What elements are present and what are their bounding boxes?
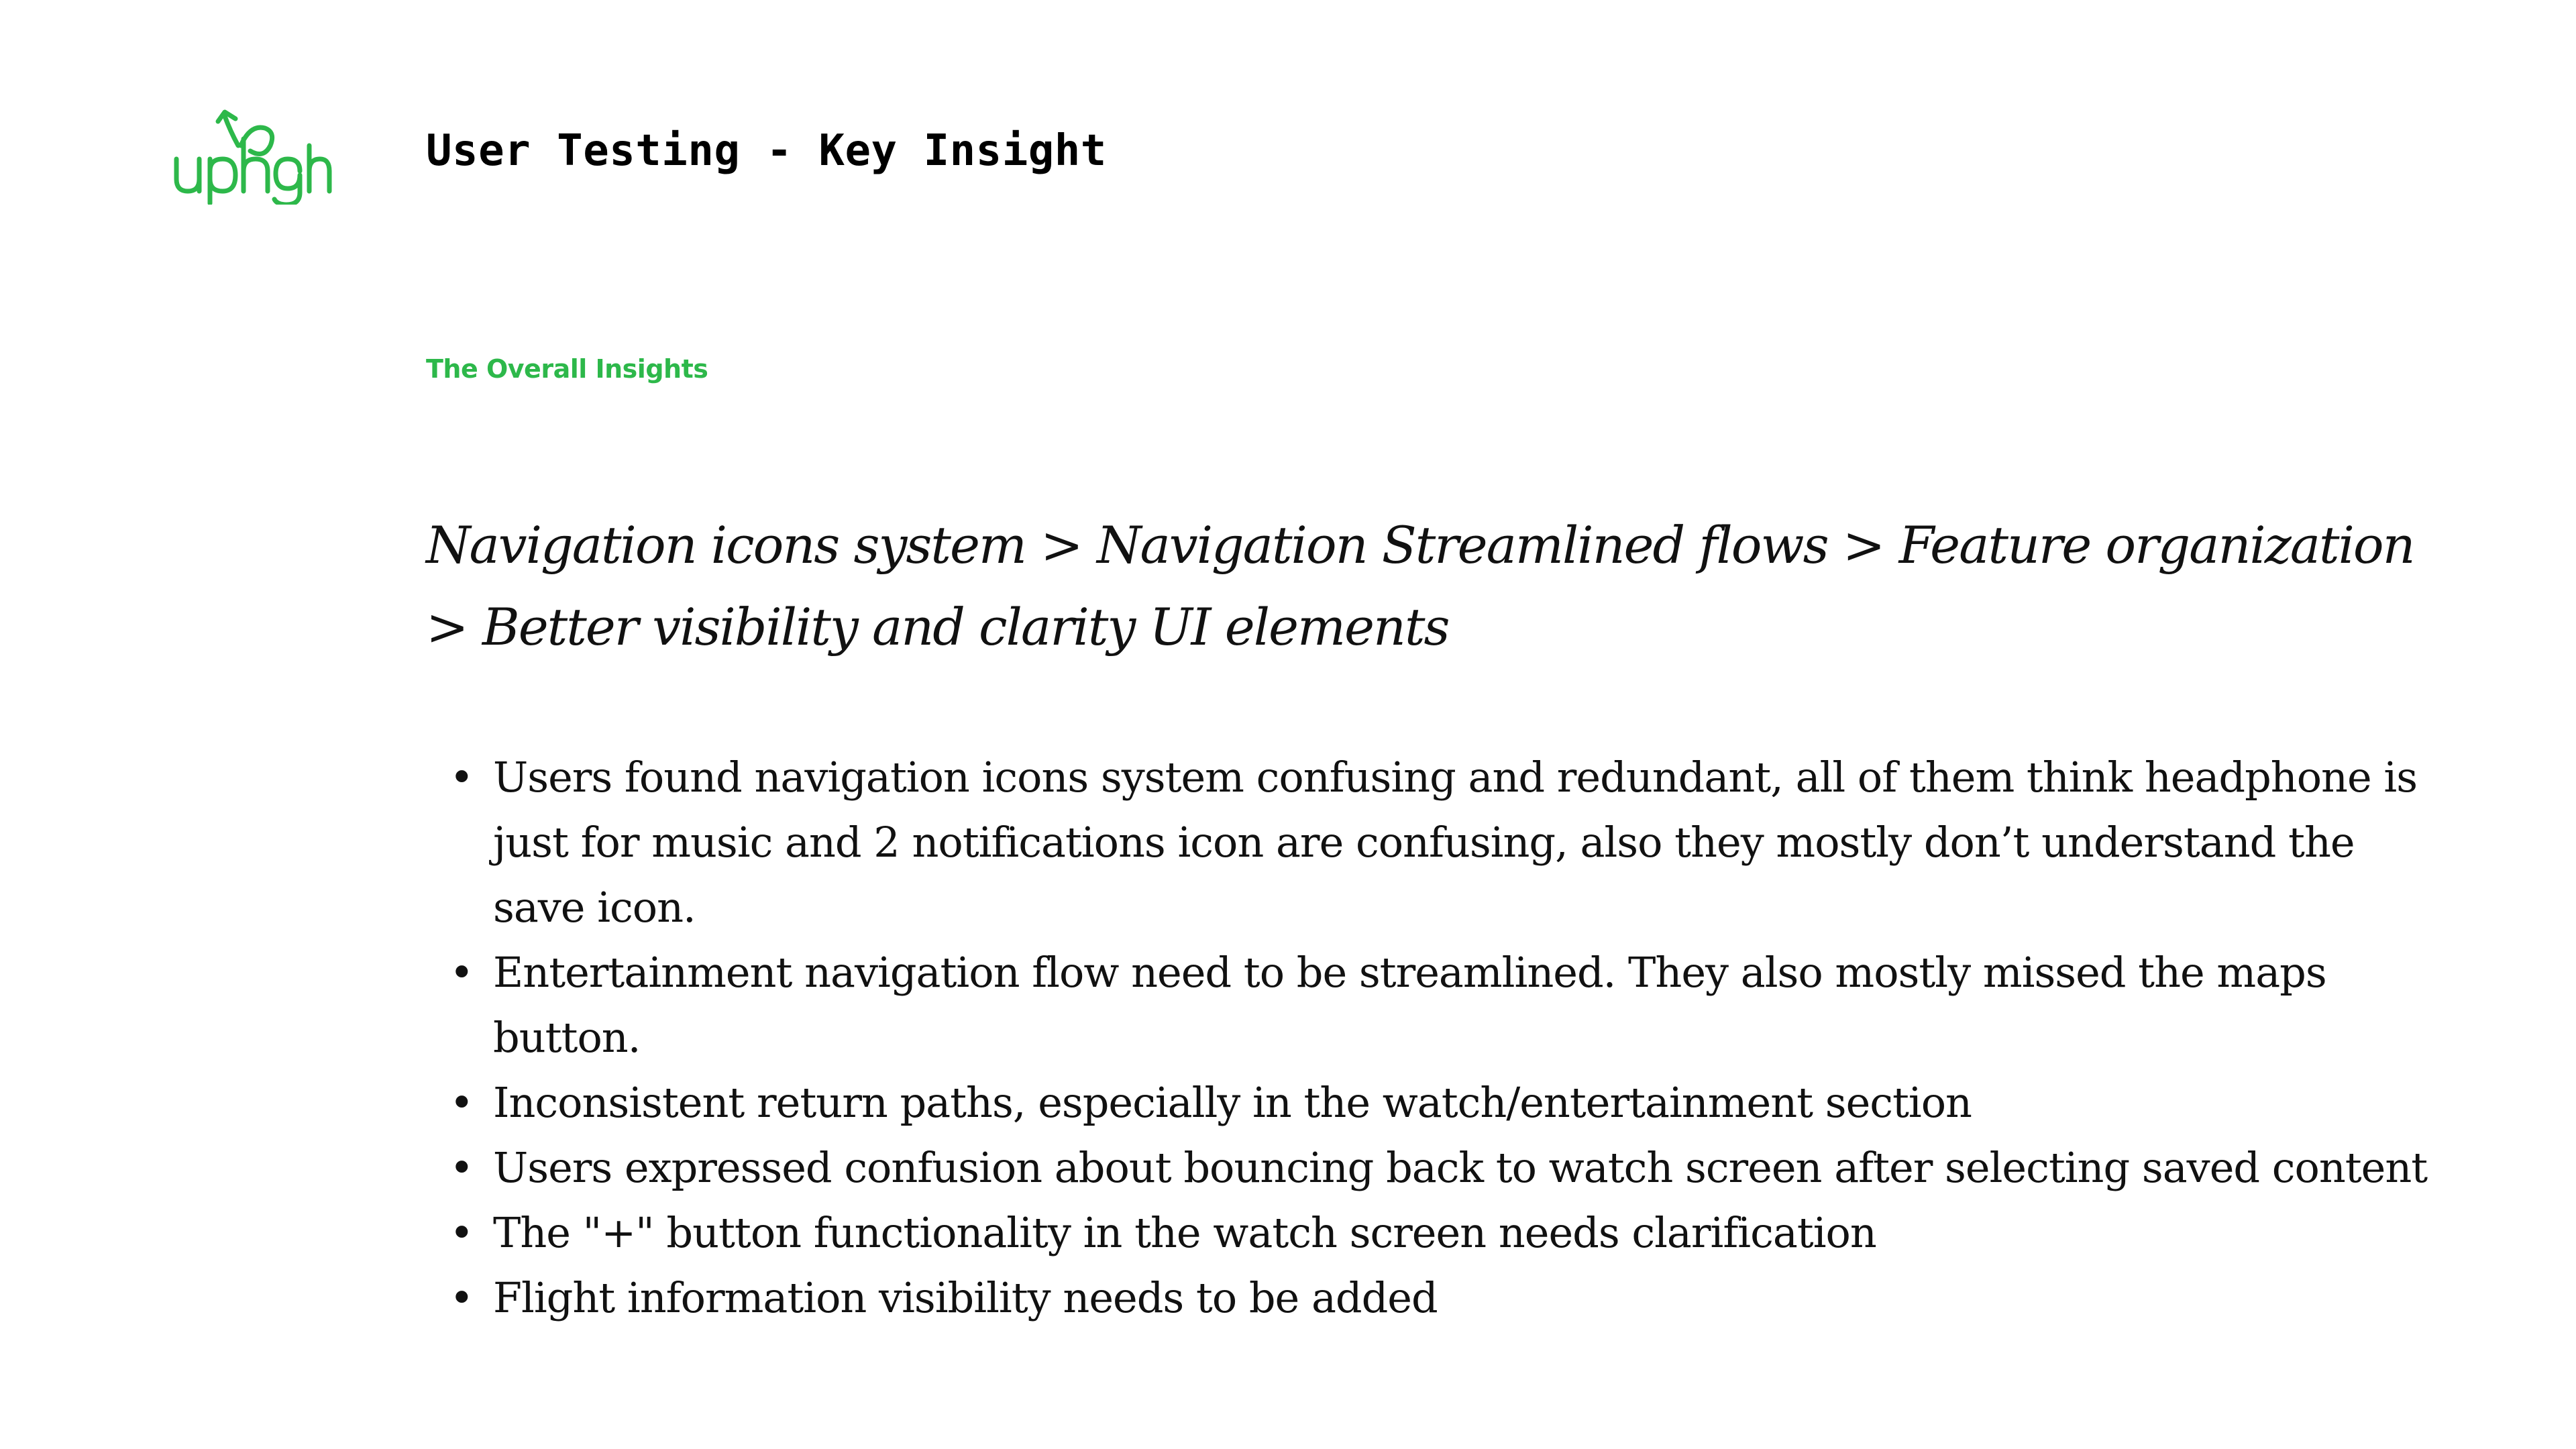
- insight-item: • Flight information visibility needs to be added: [429, 1265, 2428, 1330]
- section-label: The Overall Insights: [426, 354, 708, 384]
- insight-item: • Users expressed confusion about bouncing back to watch screen after selecting saved content: [429, 1135, 2428, 1200]
- insight-list: [429, 745, 2428, 1330]
- insight-item: • Users found navigation icons system confusing and redundant, all of them think headphone is just for music and 2 notifications icon are confusing, also they mostly don’t understand the save icon.: [429, 745, 2428, 940]
- page-title: User Testing - Key Insight: [426, 126, 1107, 176]
- insight-item: • Inconsistent return paths, especially in the watch/entertainment section: [429, 1070, 2428, 1135]
- insight-headline: Navigation icons system > Navigation Streamlined flows > Feature organization > Better visibility and clarity UI elements: [426, 515, 2414, 657]
- insight-item: • Entertainment navigation flow need to be streamlined. They also mostly missed the maps button.: [429, 940, 2428, 1070]
- uphigh-logo: [171, 104, 332, 205]
- insight-item: • The "+" button functionality in the watch screen needs clarification: [429, 1200, 2428, 1265]
